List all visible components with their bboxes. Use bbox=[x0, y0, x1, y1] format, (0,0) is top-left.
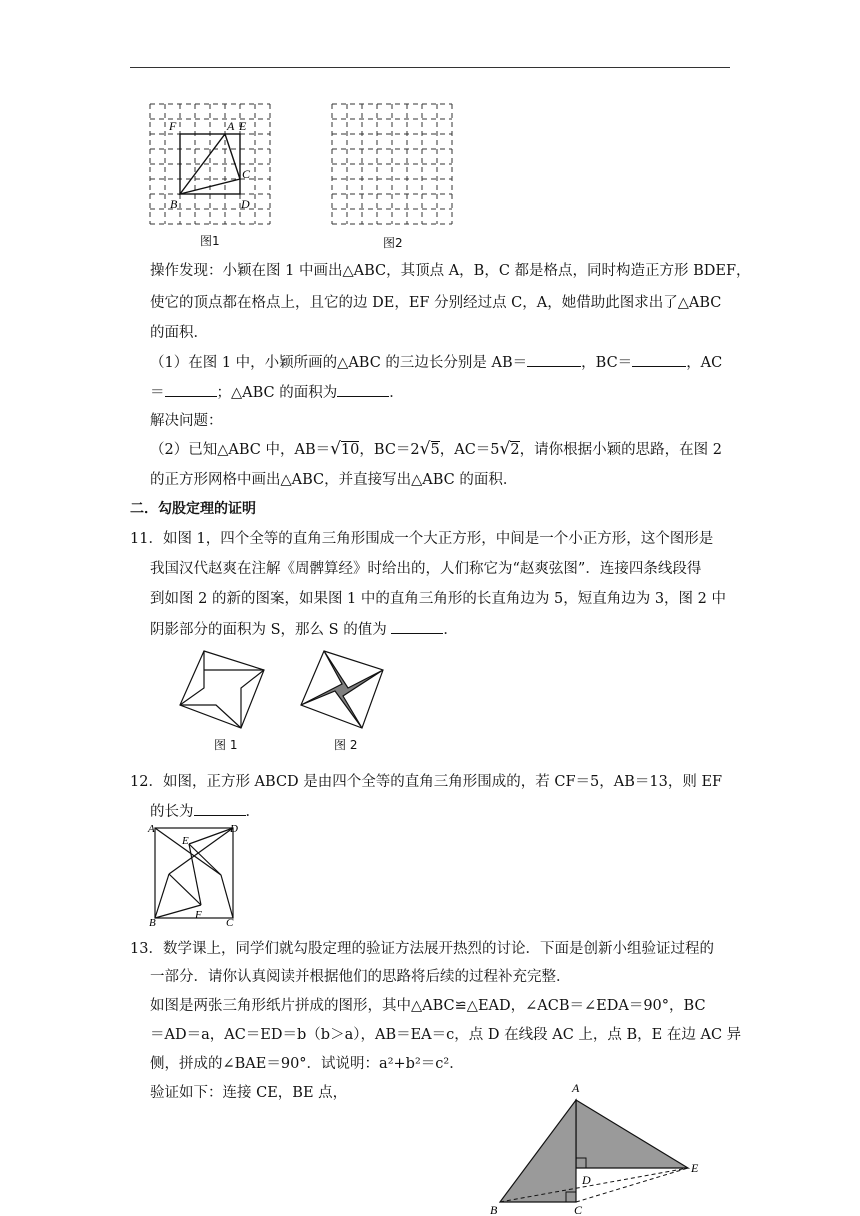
solve-heading: 解决问题： bbox=[150, 413, 223, 429]
answer-blank-s[interactable] bbox=[391, 620, 443, 634]
label-b: B bbox=[149, 917, 156, 928]
p12-text-a: 的长为 bbox=[150, 804, 194, 820]
q1-line-1 bbox=[150, 353, 732, 373]
q2-text-d: ，请你根据小颖的思路，在图 2 bbox=[519, 442, 722, 458]
p11-caption-1: 图 1 bbox=[214, 738, 238, 752]
header-rule bbox=[130, 67, 730, 68]
p13-verify: 验证如下：连接 CE，BE 点， bbox=[150, 1085, 348, 1101]
figure-1-caption: 图1 bbox=[200, 234, 220, 248]
radicand-ab: 10 bbox=[340, 442, 360, 458]
q1-text-e: ；△ABC 的面积为 bbox=[216, 385, 338, 401]
p11-line-2: 我国汉代赵爽在注解《周髀算经》时给出的，人们称它为“赵爽弦图”．连接四条线段得 bbox=[150, 561, 702, 577]
q1-text-d: ＝ bbox=[150, 385, 165, 401]
answer-blank-bc[interactable] bbox=[632, 353, 686, 367]
triangles-figure bbox=[488, 1074, 710, 1216]
label-a: A bbox=[572, 1081, 580, 1095]
label-d: D bbox=[582, 1173, 591, 1187]
op-line-3: 的面积． bbox=[150, 325, 208, 341]
label-e: E bbox=[182, 835, 189, 847]
label-c: C bbox=[574, 1203, 583, 1216]
label-a: A bbox=[148, 823, 155, 835]
sqrt-sign-icon: √ bbox=[419, 439, 431, 459]
label-b: B bbox=[170, 197, 178, 211]
answer-blank-ac[interactable] bbox=[165, 383, 217, 397]
q2-line-2: 的正方形网格中画出△ABC，并直接写出△ABC 的面积． bbox=[150, 472, 518, 488]
q1-line-2 bbox=[150, 383, 750, 403]
p11-line-1: 11．如图 1，四个全等的直角三角形围成一个大正方形，中间是一个小正方形，这个图形是 bbox=[130, 531, 714, 547]
label-d: D bbox=[230, 823, 238, 835]
p11-text-last: 阴影部分的面积为 S，那么 S 的值为 bbox=[150, 622, 387, 638]
p11-line-4 bbox=[150, 620, 750, 640]
section-heading: 二．勾股定理的证明 bbox=[130, 501, 256, 517]
q2-text-a: （2）已知△ABC 中，AB＝ bbox=[150, 442, 331, 458]
label-b: B bbox=[490, 1203, 498, 1216]
sqrt-sign-icon: √ bbox=[330, 439, 341, 459]
radicand-bc: 5 bbox=[430, 442, 440, 458]
figure-2-caption: 图2 bbox=[383, 236, 403, 250]
label-a: A bbox=[227, 119, 235, 133]
p13-para-2: ＝AD＝a，AC＝ED＝b（b＞a），AB＝EA＝c，点 D 在线段 AC 上，点 B，E 在边 AC 异 bbox=[150, 1027, 742, 1043]
p12-line-2 bbox=[150, 802, 750, 822]
zhao-shuang-figure-1 bbox=[176, 648, 266, 730]
p11-caption-2: 图 2 bbox=[334, 738, 358, 752]
answer-blank-area[interactable] bbox=[337, 383, 389, 397]
zhao-shuang-figure-2 bbox=[298, 648, 384, 730]
label-e: E bbox=[691, 1161, 699, 1175]
q1-text-b: ，BC＝ bbox=[581, 355, 633, 371]
answer-blank-ab[interactable] bbox=[527, 353, 581, 367]
sqrt-sign-icon: √ bbox=[499, 439, 511, 459]
q1-text-a: （1）在图 1 中，小颖所画的△ABC 的三边长分别是 AB＝ bbox=[150, 355, 528, 371]
label-d: D bbox=[241, 197, 250, 211]
p12-text-b: ． bbox=[245, 804, 260, 820]
q2-text-c: ，AC＝5 bbox=[439, 442, 500, 458]
p13-para-1: 如图是两张三角形纸片拼成的图形，其中△ABC≌△EAD，∠ACB＝∠EDA＝90°，BC bbox=[150, 998, 706, 1014]
op-line-1: 操作发现：小颖在图 1 中画出△ABC，其顶点 A，B，C 都是格点，同时构造正方形 BDEF， bbox=[150, 263, 751, 279]
q2-text-b: ，BC＝2 bbox=[359, 442, 420, 458]
q1-text-f: ． bbox=[389, 385, 404, 401]
answer-blank-ef[interactable] bbox=[194, 802, 246, 816]
p13-line-1: 13．数学课上，同学们就勾股定理的验证方法展开热烈的讨论．下面是创新小组验证过程的 bbox=[130, 941, 714, 957]
label-f: F bbox=[195, 909, 202, 921]
p11-line-3: 到如图 2 的新的图案，如果图 1 中的直角三角形的长直角边为 5，短直角边为 3，图 2 中 bbox=[150, 591, 726, 607]
p13-line-2: 一部分．请你认真阅读并根据他们的思路将后续的过程补充完整． bbox=[150, 969, 571, 985]
grid-figure-1 bbox=[146, 100, 274, 230]
label-e: E bbox=[239, 119, 247, 133]
label-f: F bbox=[169, 119, 177, 133]
grid-figure-2 bbox=[328, 100, 456, 230]
q2-line-1 bbox=[150, 440, 732, 460]
radicand-ac: 2 bbox=[510, 442, 520, 458]
p12-line-1: 12．如图，正方形 ABCD 是由四个全等的直角三角形围成的，若 CF＝5，AB＝13，则 EF bbox=[130, 774, 723, 790]
p13-para-3: 侧，拼成的∠BAE＝90°．试说明：a²+b²＝c²． bbox=[150, 1056, 464, 1072]
label-c: C bbox=[226, 917, 234, 928]
q1-text-c: ，AC bbox=[686, 355, 723, 371]
square-abcd-figure bbox=[145, 820, 245, 928]
op-line-2: 使它的顶点都在格点上，且它的边 DE，EF 分别经过点 C，A，她借助此图求出了△ABC bbox=[150, 295, 722, 311]
p11-text-end: ． bbox=[443, 622, 458, 638]
label-c: C bbox=[242, 167, 251, 181]
